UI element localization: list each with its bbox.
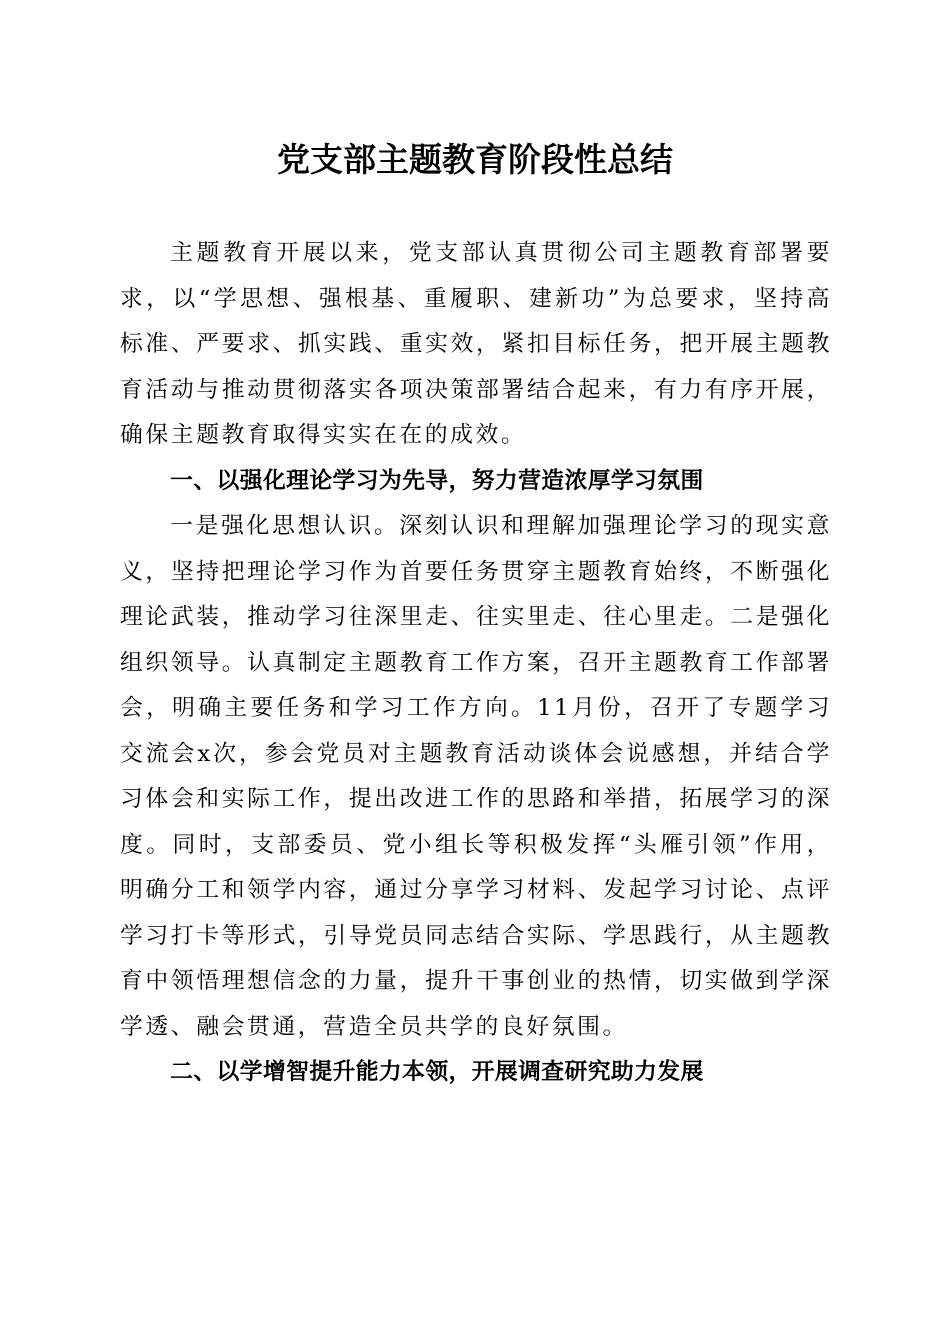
section-2-heading: 二、以学增智提升能力本领，开展调查研究助力发展 [170,1059,704,1085]
section-1-paragraph: 一是强化思想认识。深刻认识和理解加强理论学习的现实意义，坚持把理论学习作为首要任务贯穿主题教育始终，不断强化理论武装，推动学习往深里走、往实里走、往心里走。二是强化组织领导。认真制定主题教育工作方案，召开主题教育工作部署会，明确主要任务和学习工作方向。11月份，召开了专题学习交流会x次，参会党员对主题教育活动谈体会说感想，并结合学习体会和实际工作，提出改进工作的思路和举措，拓展学习的深度。同时，支部委员、党小组长等积极发挥“头雁引领”作用，明确分工和领学内容，通过分享学习材料、发起学习讨论、点评学习打卡等形式，引导党员同志结合实际、学思践行，从主题教育中领悟理想信念的力量，提升干事创业的热情，切实做到学深学透、融会贯通，营造全员共学的良好氛围。 [120,513,832,1040]
intro-paragraph: 主题教育开展以来，党支部认真贯彻公司主题教育部署要求，以“学思想、强根基、重履职、建新功”为总要求，坚持高标准、严要求、抓实践、重实效，紧扣目标任务，把开展主题教育活动与推动贯彻落实各项决策部署结合起来，有力有序开展，确保主题教育取得实实在在的成效。 [120,240,832,448]
document-title: 党支部主题教育阶段性总结 [277,140,673,179]
document-body [120,231,832,1096]
section-1-heading: 一、以强化理论学习为先导，努力营造浓厚学习氛围 [170,467,704,494]
